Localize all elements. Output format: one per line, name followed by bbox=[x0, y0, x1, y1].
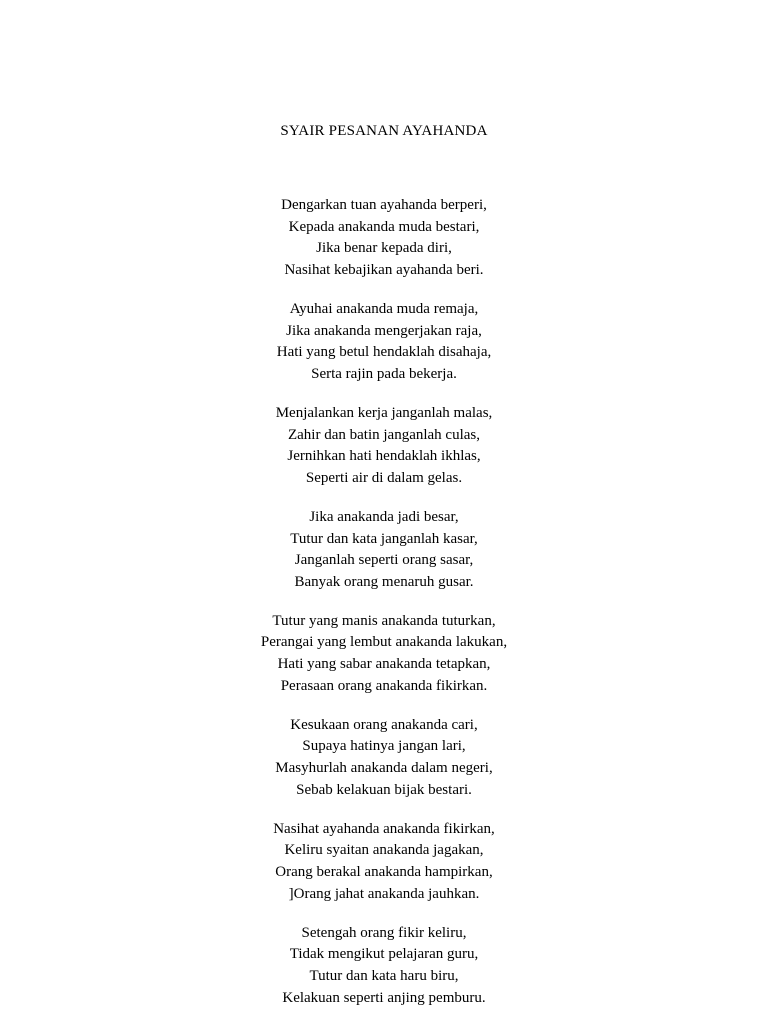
verse-line: Kelakuan seperti anjing pemburu. bbox=[282, 989, 486, 1006]
verse-line: Seperti air di dalam gelas. bbox=[305, 469, 463, 486]
stanza-7 bbox=[0, 819, 768, 905]
verse-line: Hati yang betul hendaklah disahaja, bbox=[276, 344, 492, 361]
verse-line: Kepada anakanda muda bestari, bbox=[288, 218, 480, 235]
verse-line: Keliru syaitan anakanda jagakan, bbox=[284, 842, 484, 859]
verse-line: ]Orang jahat anakanda jauhkan. bbox=[288, 885, 480, 902]
verse-line: Supaya hatinya jangan lari, bbox=[302, 738, 466, 755]
verse-line: Jika benar kepada diri, bbox=[316, 240, 452, 257]
page-title: SYAIR PESANAN AYAHANDA bbox=[280, 123, 488, 139]
verse-line: Janganlah seperti orang sasar, bbox=[294, 552, 474, 569]
stanza-3 bbox=[0, 403, 768, 489]
verse-line: Kesukaan orang anakanda cari, bbox=[290, 716, 478, 733]
verse-line: Tutur dan kata haru biru, bbox=[309, 967, 459, 984]
poem-body bbox=[0, 195, 768, 1027]
verse-line: Serta rajin pada bekerja. bbox=[311, 365, 457, 382]
stanza-5 bbox=[0, 611, 768, 697]
verse-line: Perasaan orang anakanda fikirkan. bbox=[280, 677, 488, 694]
verse-line: Masyhurlah anakanda dalam negeri, bbox=[275, 760, 493, 777]
stanza-4 bbox=[0, 507, 768, 593]
verse-line: Nasihat kebajikan ayahanda beri. bbox=[284, 261, 484, 278]
verse-line: Menjalankan kerja janganlah malas, bbox=[275, 404, 493, 421]
verse-line: Tutur dan kata janganlah kasar, bbox=[290, 530, 478, 547]
verse-line: Jika anakanda mengerjakan raja, bbox=[286, 322, 482, 339]
verse-line: Jernihkan hati hendaklah ikhlas, bbox=[287, 448, 481, 465]
stanza-6 bbox=[0, 715, 768, 801]
verse-line: Banyak orang menaruh gusar. bbox=[294, 573, 474, 590]
verse-line: Sebab kelakuan bijak bestari. bbox=[296, 781, 472, 798]
verse-line: Setengah orang fikir keliru, bbox=[301, 924, 467, 941]
verse-line: Dengarkan tuan ayahanda berperi, bbox=[281, 197, 487, 213]
verse-line: Orang berakal anakanda hampirkan, bbox=[275, 864, 493, 880]
stanza-1 bbox=[0, 195, 768, 281]
stanza-8 bbox=[0, 923, 768, 1009]
verse-line: Tutur yang manis anakanda tuturkan, bbox=[272, 612, 496, 629]
verse-line: Jika anakanda jadi besar, bbox=[309, 508, 459, 525]
verse-line: Hati yang sabar anakanda tetapkan, bbox=[277, 656, 491, 673]
verse-line: Tidak mengikut pelajaran guru, bbox=[289, 946, 479, 963]
verse-line: Zahir dan batin janganlah culas, bbox=[287, 426, 480, 443]
stanza-2 bbox=[0, 299, 768, 385]
verse-line: Perangai yang lembut anakanda lakukan, bbox=[260, 634, 508, 651]
verse-line: Ayuhai anakanda muda remaja, bbox=[289, 300, 479, 317]
verse-line: Nasihat ayahanda anakanda fikirkan, bbox=[273, 820, 495, 837]
